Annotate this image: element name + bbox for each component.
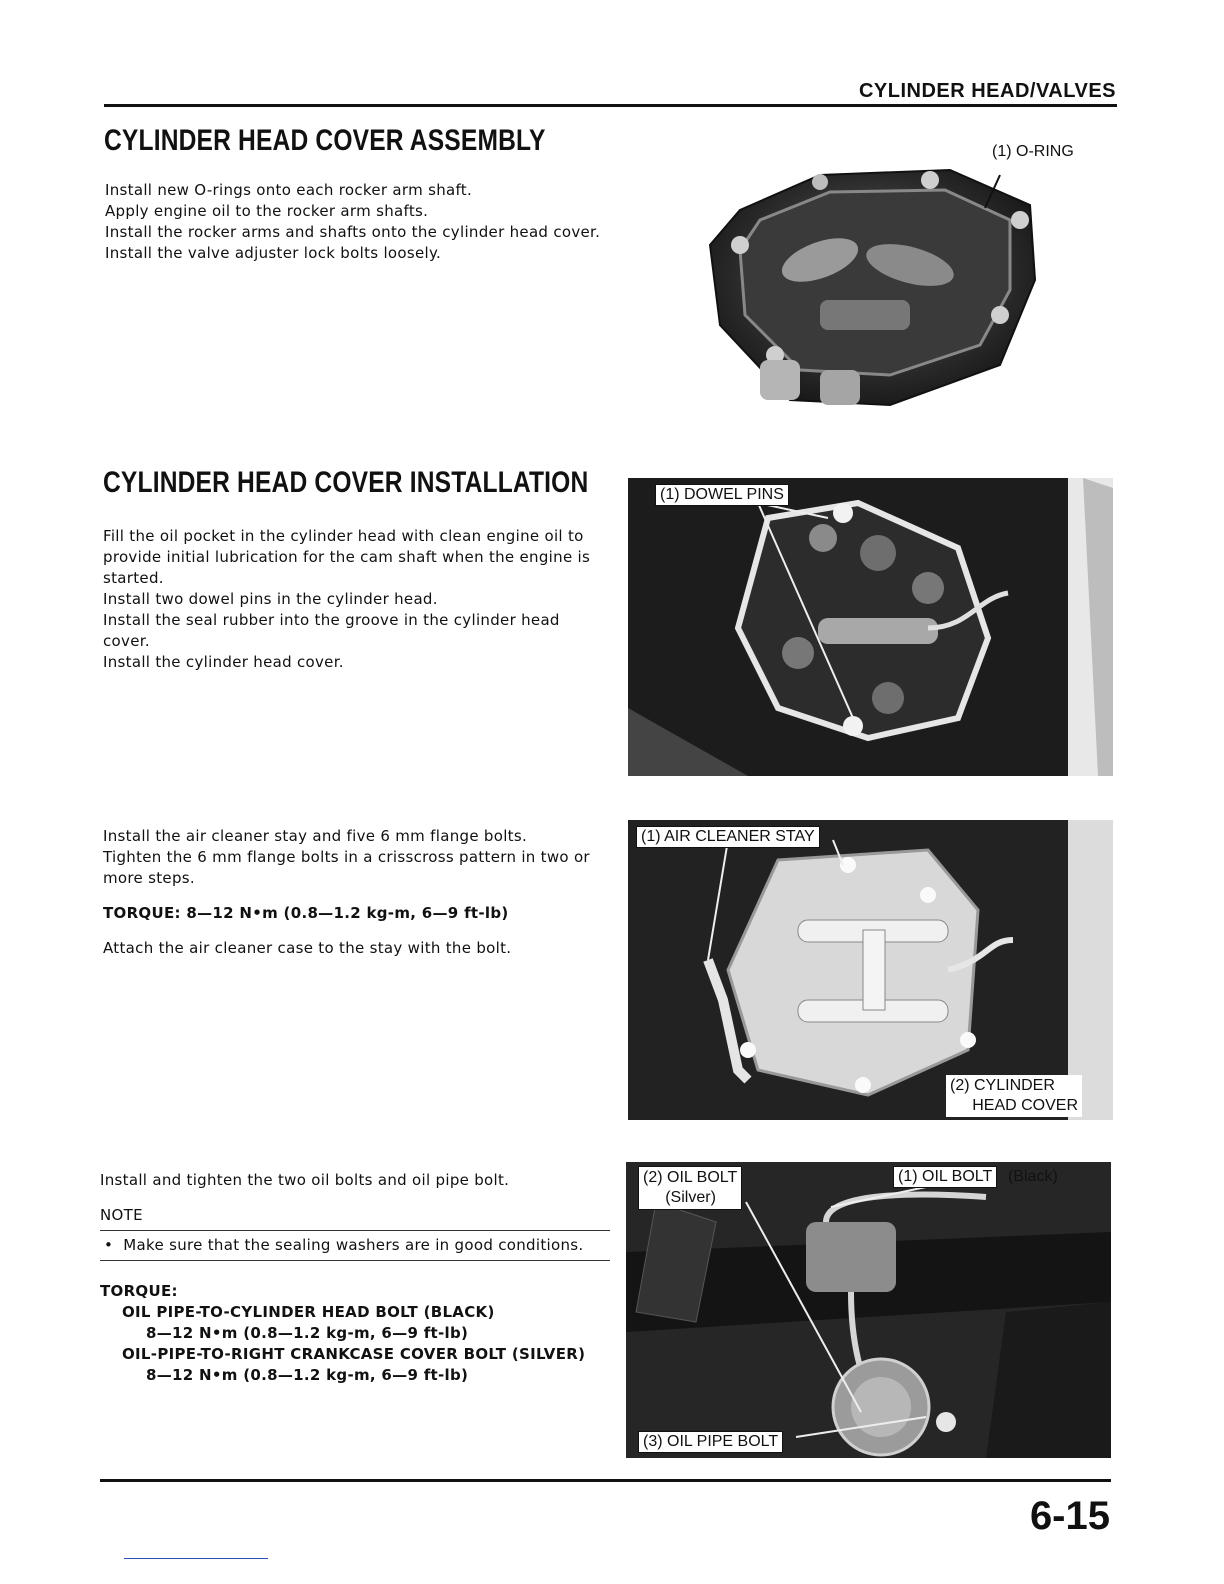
installation-line: Install the seal rubber into the groove in the cylinder head cover.	[103, 611, 560, 650]
air-cleaner-final-line: Attach the air cleaner case to the stay with the bolt.	[103, 939, 512, 957]
torque-item-name: OIL PIPE-TO-CYLINDER HEAD BOLT (BLACK)	[122, 1303, 495, 1321]
header-rule	[104, 104, 1117, 107]
callout-dowel-pins: (1) DOWEL PINS	[655, 484, 789, 506]
assembly-line: Apply engine oil to the rocker arm shafts.	[105, 202, 429, 220]
note-item-text: Make sure that the sealing washers are in good conditions.	[123, 1236, 584, 1254]
note-top-rule	[100, 1230, 610, 1231]
section-header: CYLINDER HEAD/VALVES	[858, 80, 1116, 102]
air-cleaner-line: Tighten the 6 mm flange bolts in a crisscross pattern in two or more steps.	[103, 848, 590, 887]
cylinder-head-illustration	[628, 478, 1113, 776]
torque-item-value: 8—12 N•m (0.8—1.2 kg-m, 6—9 ft-lb)	[146, 1366, 469, 1384]
assembly-line: Install the valve adjuster lock bolts loosely.	[105, 244, 442, 262]
head-cover-illustration	[700, 150, 1045, 415]
dowel-pins-photo	[628, 478, 1113, 776]
assembly-instructions	[105, 180, 625, 264]
page-number: 6-15	[1029, 1494, 1110, 1538]
note-bottom-rule	[100, 1260, 610, 1261]
installation-instructions	[103, 526, 609, 673]
installation-line: Install two dowel pins in the cylinder head.	[103, 590, 438, 608]
installation-line: Install the cylinder head cover.	[103, 653, 344, 671]
callout-oil-bolt-black-color: (Black)	[1008, 1168, 1058, 1185]
air-cleaner-torque: TORQUE: 8—12 N•m (0.8—1.2 kg-m, 6—9 ft-lb)	[103, 904, 509, 922]
callout-oil-bolt-silver: (2) OIL BOLT (Silver)	[638, 1166, 742, 1210]
callout-oil-pipe-bolt: (3) OIL PIPE BOLT	[638, 1431, 783, 1453]
callout-o-ring: (1) O-RING	[992, 143, 1074, 160]
oil-bolt-line: Install and tighten the two oil bolts and oil pipe bolt.	[100, 1171, 510, 1189]
callout-oil-bolt-black: (1) OIL BOLT	[893, 1166, 997, 1188]
callout-air-cleaner-stay: (1) AIR CLEANER STAY	[636, 826, 820, 848]
note-label: NOTE	[100, 1206, 143, 1224]
note-item: • Make sure that the sealing washers are in good conditions.	[104, 1236, 584, 1254]
air-cleaner-line: Install the air cleaner stay and five 6 mm flange bolts.	[103, 827, 528, 845]
torque-item-name: OIL-PIPE-TO-RIGHT CRANKCASE COVER BOLT (SILVER)	[122, 1345, 586, 1363]
assembly-line: Install the rocker arms and shafts onto the cylinder head cover.	[105, 223, 601, 241]
o-ring-photo	[700, 150, 1045, 415]
air-cleaner-instructions	[103, 826, 613, 959]
footer-rule	[100, 1479, 1111, 1482]
installation-heading: CYLINDER HEAD COVER INSTALLATION	[103, 466, 589, 499]
callout-cylinder-head-cover: (2) CYLINDER HEAD COVER	[946, 1075, 1082, 1117]
oil-bolt-instructions	[100, 1170, 610, 1386]
assembly-line: Install new O-rings onto each rocker arm shaft.	[105, 181, 473, 199]
assembly-heading: CYLINDER HEAD COVER ASSEMBLY	[104, 124, 546, 157]
installation-line: Fill the oil pocket in the cylinder head with clean engine oil to provide initial lubrication for the cam shaft when the engine is started.	[103, 527, 591, 587]
footer-link-line	[124, 1558, 268, 1559]
torque-label: TORQUE:	[100, 1282, 178, 1300]
torque-item-value: 8—12 N•m (0.8—1.2 kg-m, 6—9 ft-lb)	[146, 1324, 469, 1342]
